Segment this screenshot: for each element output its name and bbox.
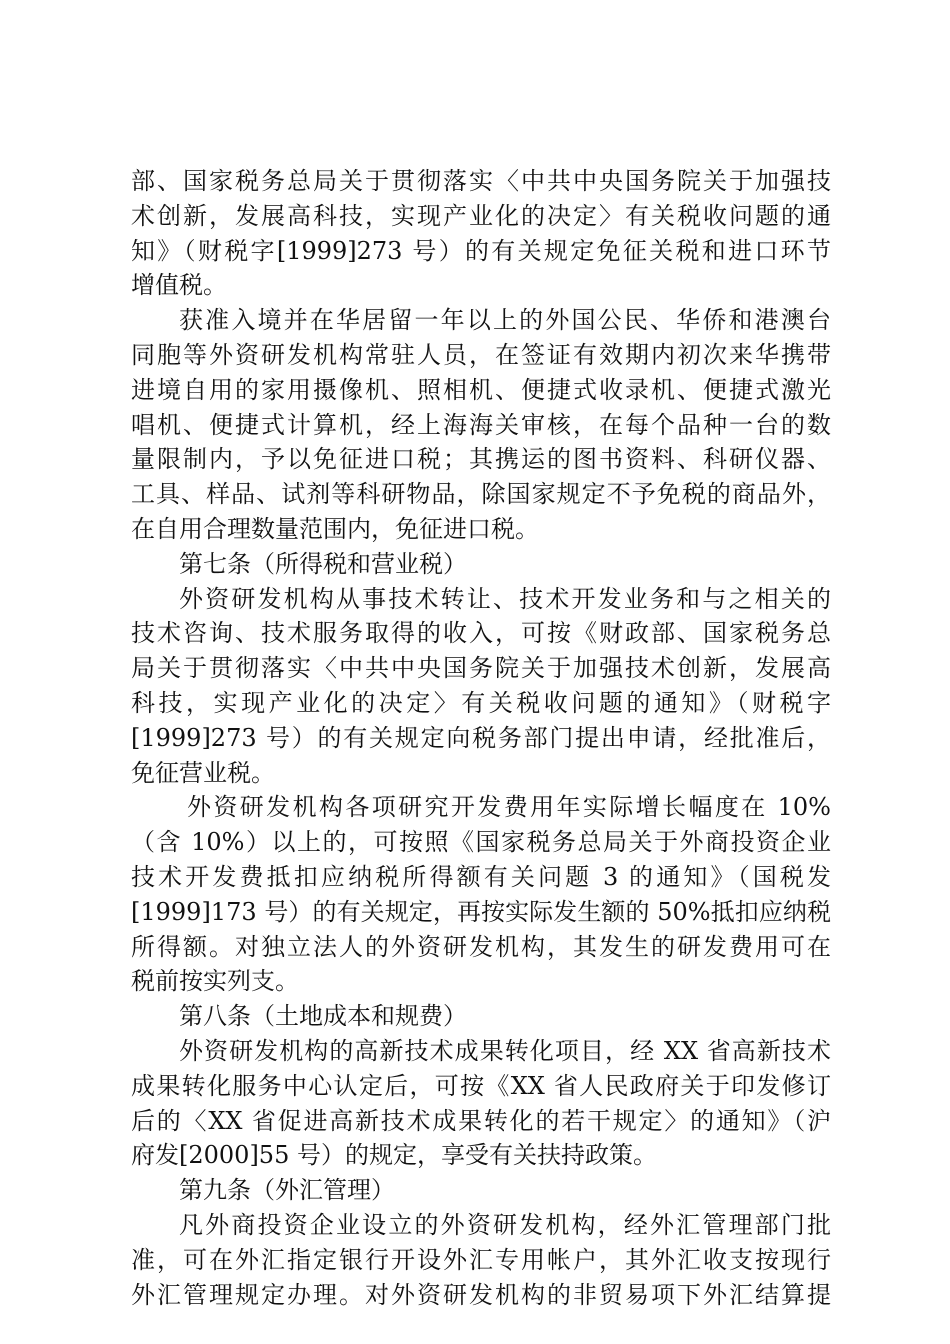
text-line: 所得额。对独立法人的外资研发机构，其发生的研发费用可在 (131, 932, 831, 961)
article-heading: 第七条（所得税和营业税） (179, 549, 467, 578)
article-heading: 第九条（外汇管理） (179, 1176, 395, 1205)
text-line: 进境自用的家用摄像机、照相机、便捷式收录机、便捷式激光 (131, 375, 831, 404)
text-line: 术创新，发展高科技，实现产业化的决定〉有关税收问题的通 (131, 201, 831, 230)
text-line: [1999]173 号）的有关规定，再按实际发生额的 50%抵扣应纳税 (131, 897, 831, 926)
paragraph-first-line: 凡外商投资企业设立的外资研发机构，经外汇管理部门批 (179, 1210, 831, 1239)
paragraph-first-line: 外资研发机构的高新技术成果转化项目，经 XX 省高新技术 (179, 1036, 831, 1065)
text-line: 技术开发费抵扣应纳税所得额有关问题 3 的通知》（国税发 (131, 862, 831, 891)
text-line: 工具、样品、试剂等科研物品，除国家规定不予免税的商品外， (131, 480, 831, 509)
text-line: 同胞等外资研发机构常驻人员，在签证有效期内初次来华携带 (131, 340, 831, 369)
text-line: [1999]273 号）的有关规定向税务部门提出申请，经批准后， (131, 723, 831, 752)
text-line: 科技，实现产业化的决定〉有关税收问题的通知》（财税字 (131, 688, 831, 717)
paragraph-first-line: 获准入境并在华居留一年以上的外国公民、华侨和港澳台 (179, 306, 831, 335)
text-line: 唱机、便捷式计算机，经上海海关审核，在每个品种一台的数 (131, 410, 831, 439)
text-line: 外汇管理规定办理。对外资研发机构的非贸易项下外汇结算提 (131, 1280, 831, 1309)
text-line: 技术咨询、技术服务取得的收入，可按《财政部、国家税务总 (131, 619, 831, 648)
paragraph-first-line: 外资研发机构各项研究开发费用年实际增长幅度在 10% (187, 793, 831, 822)
paragraph-first-line: 外资研发机构从事技术转让、技术开发业务和与之相关的 (179, 584, 831, 613)
text-line: （含 10%）以上的，可按照《国家税务总局关于外商投资企业 (131, 828, 831, 857)
text-line: 增值税。 (131, 271, 227, 300)
text-line: 税前按实列支。 (131, 967, 299, 996)
text-line: 成果转化服务中心认定后，可按《XX 省人民政府关于印发修订 (131, 1071, 831, 1100)
text-line: 局关于贯彻落实〈中共中央国务院关于加强技术创新，发展高 (131, 654, 831, 683)
text-line: 免征营业税。 (131, 758, 275, 787)
text-line: 部、国家税务总局关于贯彻落实〈中共中央国务院关于加强技 (131, 167, 831, 195)
document-body (131, 164, 831, 1312)
text-line: 量限制内，予以免征进口税；其携运的图书资料、科研仪器、 (131, 445, 831, 474)
text-line: 准，可在外汇指定银行开设外汇专用帐户，其外汇收支按现行 (131, 1245, 831, 1274)
text-line: 在自用合理数量范围内，免征进口税。 (131, 514, 539, 543)
text-line: 后的〈XX 省促进高新技术成果转化的若干规定〉的通知》（沪 (131, 1106, 831, 1135)
text-line: 知》（财税字[1999]273 号）的有关规定免征关税和进口环节 (131, 236, 831, 265)
article-heading: 第八条（土地成本和规费） (179, 1002, 467, 1031)
text-line: 府发[2000]55 号）的规定，享受有关扶持政策。 (131, 1141, 657, 1170)
